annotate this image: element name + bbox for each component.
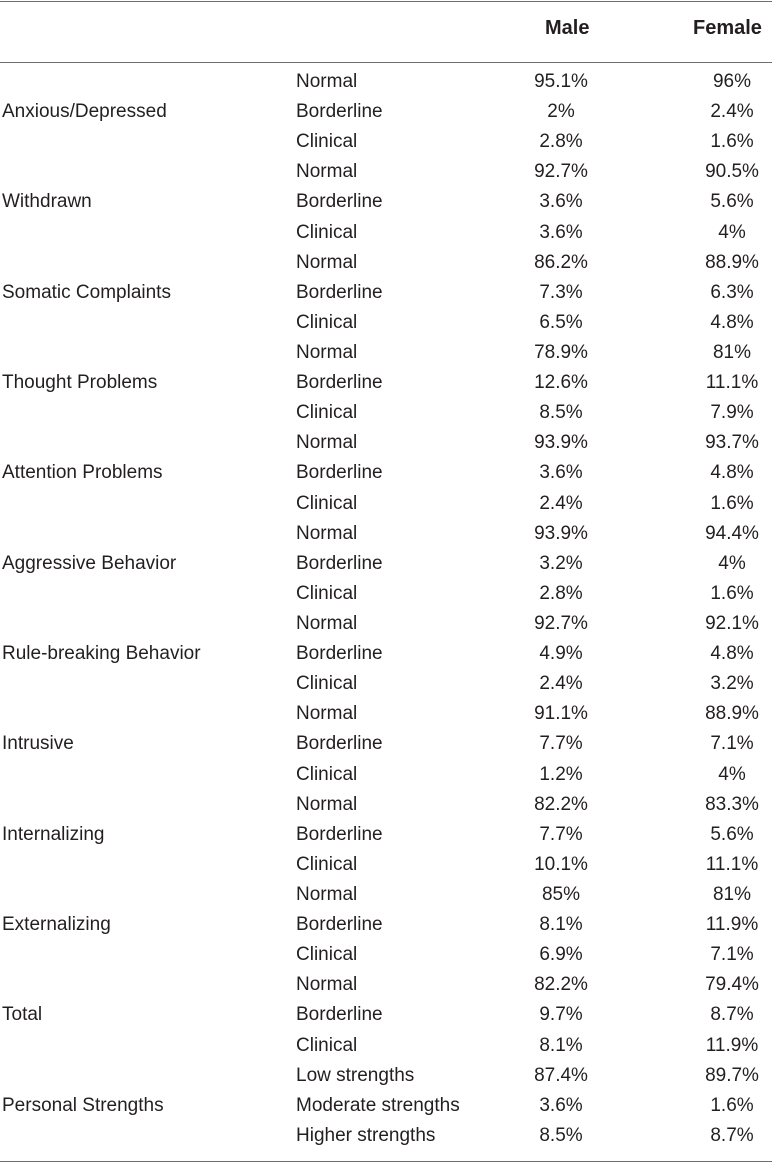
row-level-label: Normal	[296, 793, 358, 815]
row-level-label: Clinical	[296, 492, 358, 514]
cell-female-value: 1.6%	[710, 131, 754, 153]
table-row	[0, 1091, 772, 1121]
row-level-label: Normal	[296, 341, 358, 363]
table-row	[0, 428, 772, 458]
table-row	[0, 790, 772, 820]
row-group-label: Somatic Complaints	[2, 281, 171, 303]
cell-female-value: 11.1%	[705, 372, 759, 394]
cell-male-value: 7.3%	[539, 281, 583, 303]
row-group-label: Internalizing	[2, 823, 105, 845]
table-row	[0, 127, 772, 157]
cell-male-value: 93.9%	[534, 522, 588, 544]
cell-male-value: 12.6%	[534, 372, 588, 394]
cell-male-value: 10.1%	[534, 853, 588, 875]
table-row	[0, 67, 772, 97]
cell-female-value: 8.7%	[710, 1004, 754, 1026]
cell-female-value: 81%	[712, 883, 752, 905]
cell-female-value: 79.4%	[705, 974, 759, 996]
cell-female-value: 4%	[718, 763, 746, 785]
cell-male-value: 92.7%	[534, 612, 588, 634]
table-row	[0, 579, 772, 609]
table-row	[0, 368, 772, 398]
row-level-label: Normal	[296, 161, 358, 183]
cell-female-value: 4%	[718, 221, 746, 243]
cell-female-value: 89.7%	[705, 1064, 759, 1086]
row-level-label: Clinical	[296, 402, 358, 424]
row-group-label: Total	[2, 1004, 43, 1026]
row-level-label: Low strengths	[296, 1064, 415, 1086]
table-row	[0, 398, 772, 428]
row-level-label: Borderline	[296, 191, 383, 213]
cell-male-value: 2%	[547, 101, 575, 123]
table-row	[0, 338, 772, 368]
cell-female-value: 11.9%	[705, 1034, 759, 1056]
row-group-label: Externalizing	[2, 914, 111, 936]
table-row	[0, 157, 772, 187]
cell-male-value: 8.5%	[539, 402, 583, 424]
table-row	[0, 1061, 772, 1091]
row-level-label: Borderline	[296, 281, 383, 303]
row-level-label: Clinical	[296, 853, 358, 875]
row-level-label: Borderline	[296, 643, 383, 665]
column-header-female: Female	[693, 17, 762, 39]
row-level-label: Clinical	[296, 763, 358, 785]
cell-male-value: 7.7%	[539, 733, 583, 755]
table-row	[0, 760, 772, 790]
cell-male-value: 78.9%	[534, 341, 588, 363]
table-row	[0, 248, 772, 278]
row-group-label: Personal Strengths	[2, 1094, 164, 1116]
table-row	[0, 549, 772, 579]
row-level-label: Borderline	[296, 552, 383, 574]
cell-female-value: 94.4%	[705, 522, 759, 544]
cell-female-value: 92.1%	[705, 612, 759, 634]
cell-male-value: 82.2%	[534, 793, 588, 815]
table-row	[0, 308, 772, 338]
cell-female-value: 3.2%	[710, 673, 754, 695]
row-level-label: Borderline	[296, 823, 383, 845]
table-row	[0, 880, 772, 910]
row-level-label: Borderline	[296, 462, 383, 484]
table-row	[0, 820, 772, 850]
cell-male-value: 93.9%	[534, 432, 588, 454]
table-body	[0, 67, 772, 1151]
cell-male-value: 2.8%	[539, 582, 583, 604]
row-level-label: Clinical	[296, 1034, 358, 1056]
row-level-label: Normal	[296, 883, 358, 905]
cell-male-value: 3.6%	[539, 191, 583, 213]
row-level-label: Clinical	[296, 311, 358, 333]
cell-male-value: 6.5%	[539, 311, 583, 333]
cell-female-value: 83.3%	[705, 793, 759, 815]
row-level-label: Clinical	[296, 131, 358, 153]
cell-female-value: 1.6%	[710, 582, 754, 604]
table-row	[0, 609, 772, 639]
table-row	[0, 669, 772, 699]
cell-female-value: 7.1%	[710, 733, 754, 755]
table-row	[0, 940, 772, 970]
row-group-label: Intrusive	[2, 733, 74, 755]
cell-male-value: 9.7%	[539, 1004, 583, 1026]
cell-male-value: 91.1%	[534, 703, 588, 725]
cell-female-value: 88.9%	[705, 251, 759, 273]
row-level-label: Normal	[296, 612, 358, 634]
cell-male-value: 3.6%	[539, 1094, 583, 1116]
table-row	[0, 458, 772, 488]
table-row	[0, 489, 772, 519]
cell-male-value: 87.4%	[534, 1064, 588, 1086]
table-row	[0, 187, 772, 217]
cell-male-value: 86.2%	[534, 251, 588, 273]
cell-male-value: 2.4%	[539, 673, 583, 695]
row-level-label: Clinical	[296, 673, 358, 695]
row-level-label: Borderline	[296, 372, 383, 394]
row-level-label: Normal	[296, 974, 358, 996]
cell-female-value: 4.8%	[710, 311, 754, 333]
table-row	[0, 519, 772, 549]
cell-male-value: 2.4%	[539, 492, 583, 514]
row-level-label: Clinical	[296, 582, 358, 604]
table-row	[0, 278, 772, 308]
table-row	[0, 970, 772, 1000]
cell-female-value: 5.6%	[710, 191, 754, 213]
table-row	[0, 1000, 772, 1030]
cell-female-value: 4%	[718, 552, 746, 574]
cell-female-value: 96%	[712, 71, 752, 92]
cell-female-value: 1.6%	[710, 1094, 754, 1116]
table-row	[0, 910, 772, 940]
cell-female-value: 4.8%	[710, 462, 754, 484]
cell-male-value: 3.6%	[539, 462, 583, 484]
cell-female-value: 2.4%	[710, 101, 754, 123]
cell-male-value: 95.1%	[534, 71, 588, 92]
row-level-label: Borderline	[296, 914, 383, 936]
cell-female-value: 11.9%	[705, 914, 759, 936]
cell-male-value: 6.9%	[539, 944, 583, 966]
cell-male-value: 7.7%	[539, 823, 583, 845]
row-group-label: Attention Problems	[2, 462, 163, 484]
table-row	[0, 639, 772, 669]
cell-female-value: 11.1%	[705, 853, 759, 875]
cell-male-value: 82.2%	[534, 974, 588, 996]
cell-male-value: 85%	[541, 883, 581, 905]
cell-female-value: 93.7%	[705, 432, 759, 454]
row-group-label: Thought Problems	[2, 372, 158, 394]
cell-male-value: 92.7%	[534, 161, 588, 183]
table-row	[0, 1031, 772, 1061]
row-level-label: Higher strengths	[296, 1124, 436, 1146]
cell-female-value: 8.7%	[710, 1124, 754, 1146]
cell-female-value: 90.5%	[705, 161, 759, 183]
table-header-rule	[0, 62, 772, 63]
cell-female-value: 5.6%	[710, 823, 754, 845]
row-group-label: Aggressive Behavior	[2, 552, 177, 574]
cell-female-value: 1.6%	[710, 492, 754, 514]
row-level-label: Moderate strengths	[296, 1094, 460, 1116]
cell-female-value: 7.9%	[710, 402, 754, 424]
row-level-label: Borderline	[296, 101, 383, 123]
row-group-label: Rule-breaking Behavior	[2, 643, 201, 665]
cell-female-value: 81%	[712, 341, 752, 363]
cell-male-value: 3.6%	[539, 221, 583, 243]
table-row	[0, 850, 772, 880]
cell-female-value: 88.9%	[705, 703, 759, 725]
row-level-label: Borderline	[296, 1004, 383, 1026]
row-group-label: Anxious/Depressed	[2, 101, 167, 123]
table-row	[0, 1121, 772, 1151]
row-level-label: Clinical	[296, 221, 358, 243]
cell-male-value: 8.5%	[539, 1124, 583, 1146]
cell-male-value: 4.9%	[539, 643, 583, 665]
row-level-label: Normal	[296, 251, 358, 273]
cell-female-value: 7.1%	[710, 944, 754, 966]
row-group-label: Withdrawn	[2, 191, 92, 213]
row-level-label: Normal	[296, 71, 358, 92]
row-level-label: Borderline	[296, 733, 383, 755]
row-level-label: Normal	[296, 432, 358, 454]
table-bottom-rule	[0, 1161, 772, 1162]
table-row	[0, 97, 772, 127]
table-row	[0, 218, 772, 248]
cell-male-value: 3.2%	[539, 552, 583, 574]
table-header-row	[0, 0, 772, 62]
cell-male-value: 2.8%	[539, 131, 583, 153]
cell-female-value: 4.8%	[710, 643, 754, 665]
row-level-label: Normal	[296, 522, 358, 544]
row-level-label: Clinical	[296, 944, 358, 966]
row-level-label: Normal	[296, 703, 358, 725]
cell-male-value: 8.1%	[539, 1034, 583, 1056]
cell-male-value: 1.2%	[539, 763, 583, 785]
cell-female-value: 6.3%	[710, 281, 754, 303]
column-header-male: Male	[545, 17, 590, 39]
cell-male-value: 8.1%	[539, 914, 583, 936]
table-row	[0, 699, 772, 729]
table-row	[0, 729, 772, 759]
